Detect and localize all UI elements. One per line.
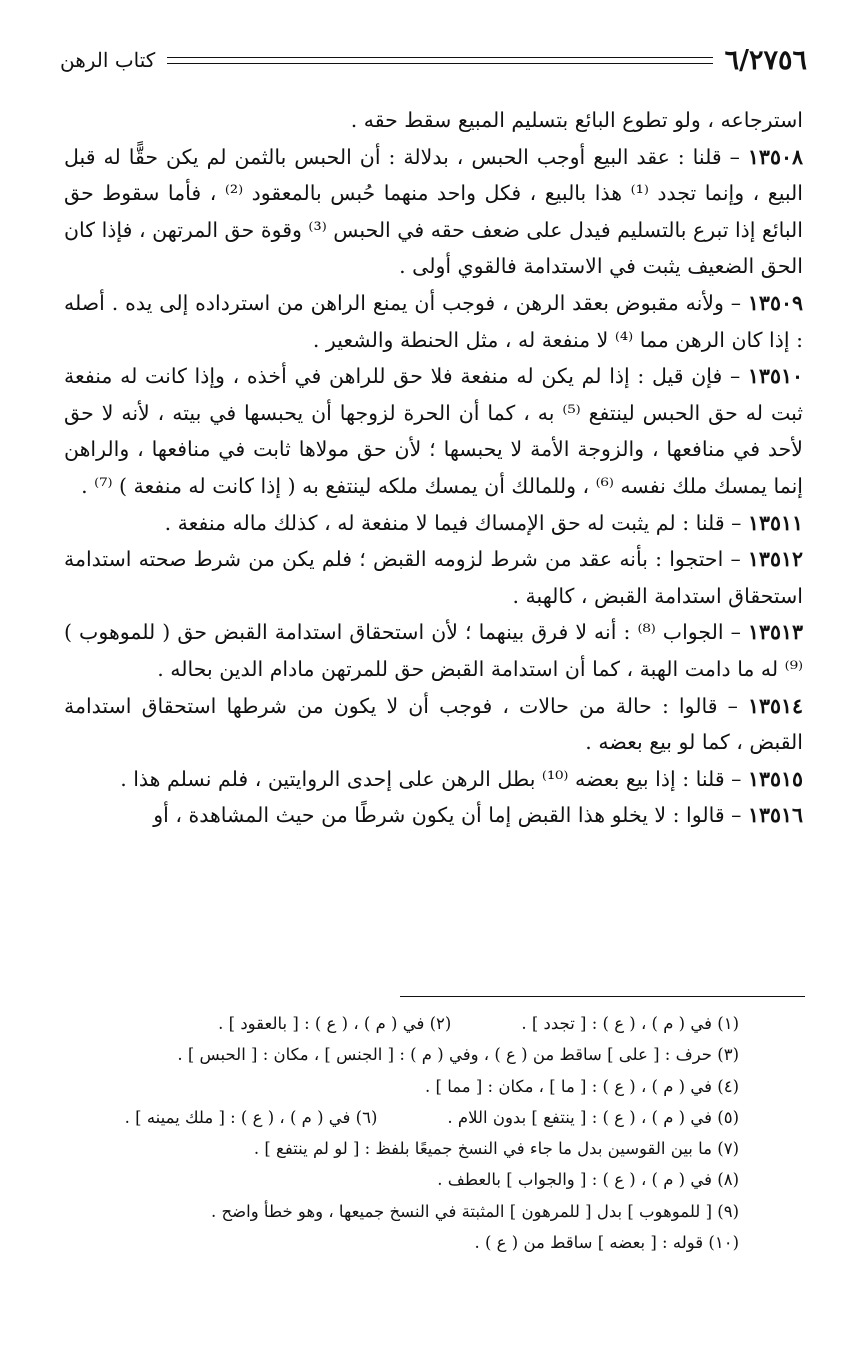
footnotes xyxy=(70,1008,739,1258)
paragraph-number: ١٣٥١٢ xyxy=(747,547,803,572)
footnote-10: (١٠) قوله : [ بعضه ] ساقط من ( ع ) . xyxy=(474,1233,739,1253)
paragraph-text: – قالوا : حالة من حالات ، فوجب أن لا يكون من شرطها استحقاق استدامة القبض ، كما لو بيع بعضه . xyxy=(64,693,803,755)
paragraph-text: – قالوا : لا يخلو هذا القبض إما أن يكون شرطًا من حيث المشاهدة ، أو xyxy=(153,803,742,828)
paragraph-number: ١٣٥١١ xyxy=(747,510,803,535)
paragraph-13516 xyxy=(64,797,803,834)
paragraph-13508 xyxy=(64,139,803,285)
header-rule xyxy=(167,57,712,64)
paragraph-13515 xyxy=(64,761,803,798)
paragraph-number: ١٣٥١٣ xyxy=(747,620,803,645)
paragraph-text: – قلنا : عقد البيع أوجب الحبس ، بدلالة : أن الحبس بالثمن لم يكن حقًّا له قبل البيع ، وإنما تجدد ⁽¹⁾ هذا بالبيع ، فكل واحد منهما حُبس بالمعقود ⁽²⁾ ، فأما سقوط حق البائع إذا تبرع بالتسليم فيدل على ضعف حقه في الحبس ⁽³⁾ وقوة حق المرتهن ، فإذا كان الحق الضعيف يثبت في الاستدامة فالقوي أولى . xyxy=(64,144,804,279)
paragraph-number: ١٣٥١٥ xyxy=(747,766,803,791)
paragraph-13513 xyxy=(64,614,803,687)
footnote-6: (٦) في ( م ) ، ( ع ) : [ ملك يمينه ] . xyxy=(124,1107,378,1127)
footnote-7: (٧) ما بين القوسين بدل ما جاء في النسخ جميعًا بلفظ : [ لو لم ينتفع ] . xyxy=(253,1139,739,1159)
paragraph-text: – فإن قيل : إذا لم يكن له منفعة فلا حق للراهن في أخذه ، وإذا كانت له منفعة ثبت له حق الحبس لينتفع ⁽⁵⁾ به ، كما أن الحرة لزوجها أن يحبسها في بيته ، لأنه لا حق لأحد في منافعها ، والزوجة الأمة لا يحبسها ؛ لأن حق مولاها ثابت في منافعها ، والراهن إنما يمسك ملك نفسه ⁽⁶⁾ ، وللمالك أن يمسك ملكه لينتفع به ( إذا كانت له منفعة ) ⁽⁷⁾ . xyxy=(64,364,803,498)
page-number: ٦/٢٧٥٦ xyxy=(724,44,807,76)
paragraph-number: ١٣٥٠٩ xyxy=(747,290,803,315)
footnote-row xyxy=(70,1008,739,1039)
running-title: كتاب الرهن xyxy=(60,48,156,72)
paragraph-13511 xyxy=(64,505,803,542)
footnote-2: (٢) في ( م ) ، ( ع ) : [ بالعقود ] . xyxy=(218,1014,452,1033)
paragraph-13510 xyxy=(64,358,803,504)
paragraph-text: – ولأنه مقبوض بعقد الرهن ، فوجب أن يمنع الراهن من استرداده إلى يده . أصله : إذا كان الرهن مما ⁽⁴⁾ لا منفعة له ، مثل الحنطة والشعير . xyxy=(64,290,803,352)
paragraph-13514 xyxy=(64,688,803,761)
main-text xyxy=(64,102,803,834)
paragraph-continuation: استرجاعه ، ولو تطوع البائع بتسليم المبيع سقط حقه . xyxy=(350,108,803,132)
paragraph-number: ١٣٥١٤ xyxy=(747,693,803,718)
paragraph-number: ١٣٥٠٨ xyxy=(747,144,803,169)
footnote-row xyxy=(70,1102,739,1133)
footnote-1: (١) في ( م ) ، ( ع ) : [ تجدد ] . xyxy=(521,1014,739,1033)
paragraph-text: – قلنا : لم يثبت له حق الإمساك فيما لا منفعة له ، كذلك ماله منفعة . xyxy=(164,510,742,535)
footnote-5: (٥) في ( م ) ، ( ع ) : [ ينتفع ] بدون اللام . xyxy=(447,1107,739,1127)
paragraph-number: ١٣٥١٠ xyxy=(747,364,803,389)
footnote-8: (٨) في ( م ) ، ( ع ) : [ والجواب ] بالعطف . xyxy=(437,1170,739,1190)
page-header xyxy=(60,40,807,80)
paragraph-text: – قلنا : إذا بيع بعضه ⁽¹⁰⁾ بطل الرهن على إحدى الروايتين ، فلم نسلم هذا . xyxy=(120,766,742,791)
paragraph-number: ١٣٥١٦ xyxy=(747,803,803,828)
footnote-separator xyxy=(400,996,805,997)
footnote-4: (٤) في ( م ) ، ( ع ) : [ ما ] ، مكان : [ مما ] . xyxy=(425,1076,739,1096)
paragraph-text: – الجواب ⁽⁸⁾ : أنه لا فرق بينهما ؛ لأن استحقاق استدامة القبض حق ( للموهوب ) ⁽⁹⁾ له ما دامت الهبة ، كما أن استدامة القبض حق للمرتهن مادام الدين بحاله . xyxy=(64,620,803,681)
footnote-9: (٩) [ للموهوب ] بدل [ للمرهون ] المثبتة في النسخ جميعها ، وهو خطأ واضح . xyxy=(210,1201,739,1221)
paragraph-13509 xyxy=(64,285,803,358)
paragraph-text: – احتجوا : بأنه عقد من شرط لزومه القبض ؛ فلم يكن من شرط صحته استدامة استحقاق استدامة القبض ، كالهبة . xyxy=(64,547,803,608)
footnote-3: (٣) حرف : [ على ] ساقط من ( ع ) ، وفي ( م ) : [ الجنس ] ، مكان : [ الحبس ] . xyxy=(177,1045,739,1065)
paragraph-13512 xyxy=(64,541,803,614)
